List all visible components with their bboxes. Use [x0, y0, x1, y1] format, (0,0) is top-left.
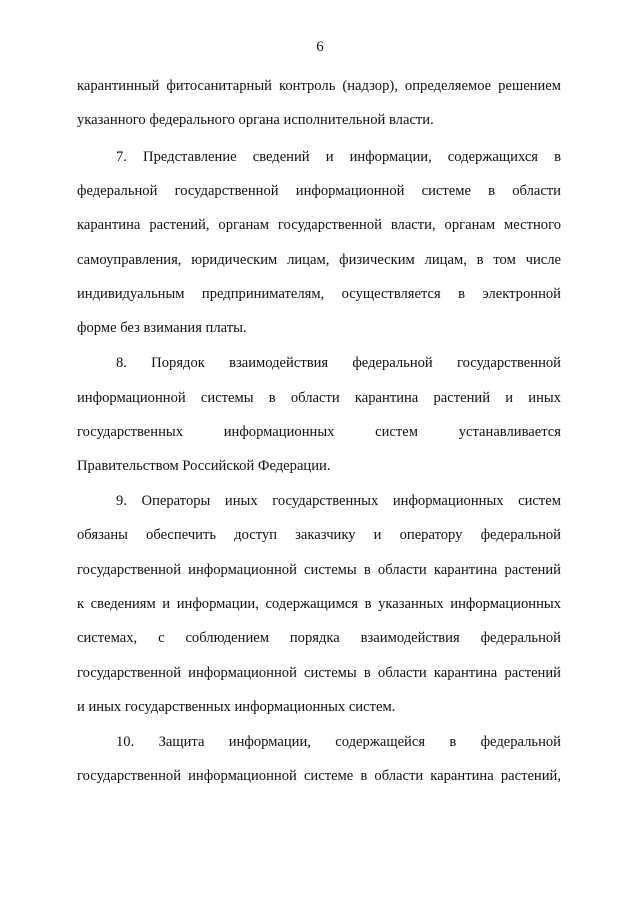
page-number: 6 [316, 39, 324, 55]
text-line: карантинный фитосанитарный контроль (надзор), определяемое решением [77, 78, 561, 94]
text-line: Правительством Российской Федерации. [77, 458, 331, 474]
text-line: самоуправления, юридическим лицам, физическим лицам, в том числе [77, 252, 561, 268]
paragraph-10-first-line: 10. Защита информации, содержащейся в федеральной [116, 734, 561, 750]
paragraph-8-first-line: 8. Порядок взаимодействия федеральной государственной [116, 355, 561, 371]
text-line: и иных государственных информационных систем. [77, 699, 396, 715]
paragraph-7-first-line: 7. Представление сведений и информации, содержащихся в [116, 149, 561, 165]
text-line: государственной информационной системе в области карантина растений, [77, 768, 561, 784]
text-line: к сведениям и информации, содержащимся в указанных информационных [77, 596, 561, 612]
text-line: обязаны обеспечить доступ заказчику и оператору федеральной [77, 527, 561, 543]
text-line: указанного федерального органа исполнительной власти. [77, 112, 434, 128]
text-line: государственных информационных систем устанавливается [77, 424, 561, 440]
text-line: форме без взимания платы. [77, 320, 247, 336]
paragraph-9-first-line: 9. Операторы иных государственных информационных систем [116, 493, 561, 509]
text-line: федеральной государственной информационной системе в области [77, 183, 561, 199]
text-line: карантина растений, органам государственной власти, органам местного [77, 217, 561, 233]
text-line: государственной информационной системы в области карантина растений [77, 562, 561, 578]
text-line: информационной системы в области карантина растений и иных [77, 390, 561, 406]
text-line: индивидуальным предпринимателям, осуществляется в электронной [77, 286, 561, 302]
text-line: системах, с соблюдением порядка взаимодействия федеральной [77, 630, 561, 646]
text-line: государственной информационной системы в области карантина растений [77, 665, 561, 681]
